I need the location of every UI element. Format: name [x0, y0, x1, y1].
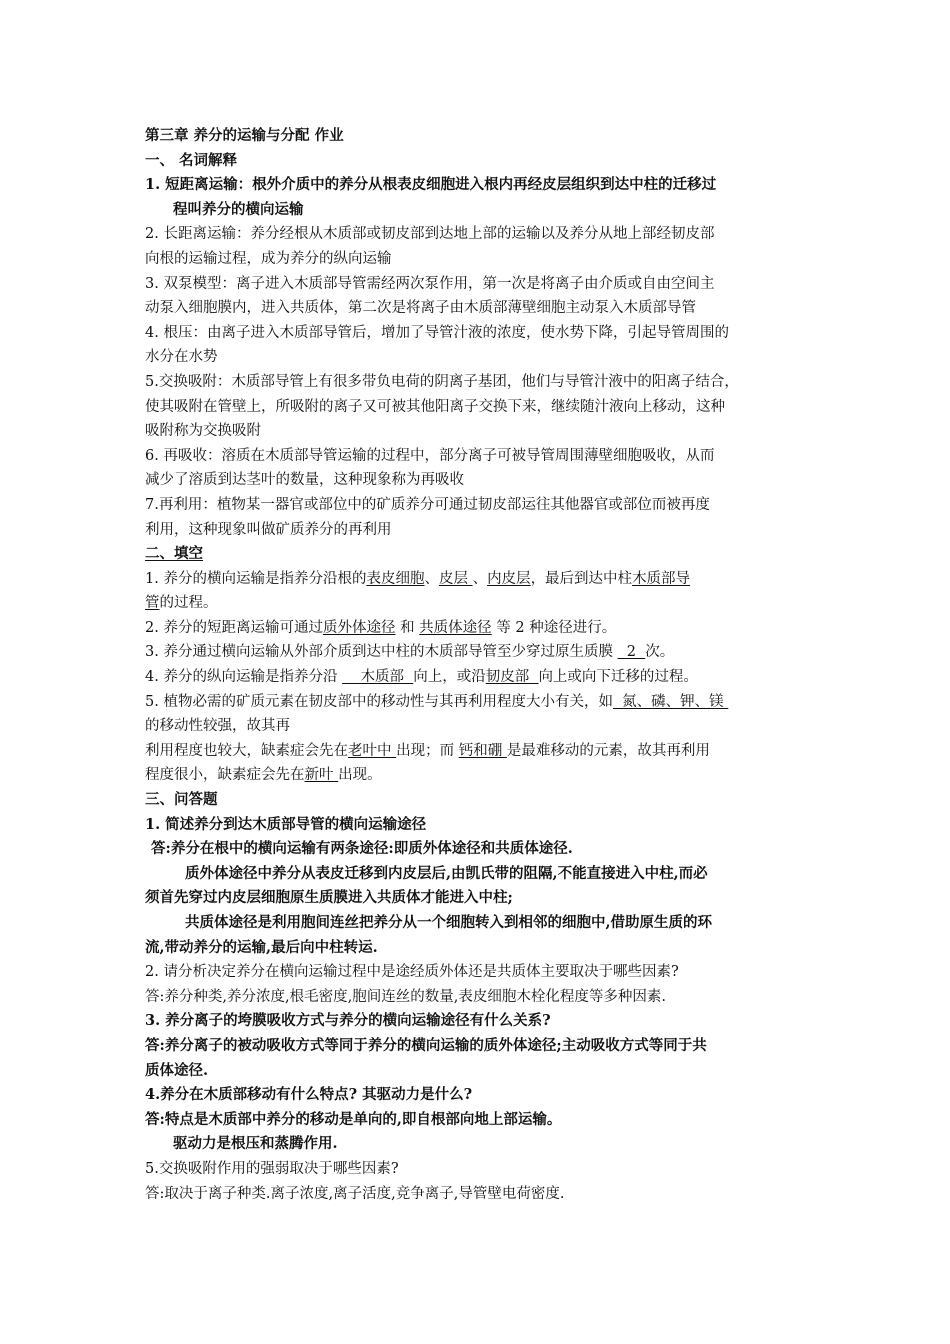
fill-q1-line2 — [145, 591, 815, 616]
qa-q3-answer-1: 答:养分离子的被动吸收方式等同于养分的横向运输的质外体途径;主动吸收方式等同于共 — [145, 1036, 707, 1054]
qa-q5-question: 5.交换吸附作用的强弱取决于哪些因素? — [145, 1160, 399, 1177]
qa-q5-answer: 答:取决于离子种类.离子浓度,离子活度,竞争离子,导管壁电荷密度. — [145, 1185, 565, 1202]
fill-q1-blank-3: 内皮层 — [487, 570, 531, 587]
term-4-line2: 水分在水势 — [145, 349, 218, 366]
qa-q1-answer-5: 流,带动养分的运输,最后向中柱转运. — [145, 938, 378, 956]
fill-q4-line — [145, 665, 815, 690]
term-1-line2: 程叫养分的横向运输 — [173, 200, 304, 218]
fill-q3-text-b: 次。 — [645, 644, 675, 661]
qa-q2-answer: 答:养分种类,养分浓度,根毛密度,胞间连丝的数量,表皮细胞木栓化程度等多种因素. — [145, 988, 666, 1005]
term-3-line2: 动泵入细胞膜内，进入共质体，第二次是将离子由木质部薄壁细胞主动泵入木质部导管 — [145, 300, 696, 317]
fill-q5-text-l4b: 出现。 — [338, 767, 382, 784]
section-heading-fill: 二、填空 — [145, 545, 203, 563]
qa-q1-answer-1: 答:养分在根中的横向运输有两条途径:即质外体途径和共质体途径. — [151, 840, 573, 858]
fill-q2-text-c: 等 2 种途径进行。 — [496, 619, 617, 636]
qa-q1-answer-3: 须首先穿过内皮层细胞原生质膜进入共质体才能进入中柱; — [145, 889, 513, 907]
fill-q1-text-a: 1. 养分的横向运输是指养分沿根的 — [145, 570, 367, 587]
fill-q5-text-l4a: 程度很小，缺素症会先在 — [145, 767, 305, 784]
qa-q4-answer-1: 答:特点是木质部中养分的移动是单向的,即自根部向地上部运输。 — [145, 1110, 562, 1128]
fill-q5-line3 — [145, 739, 815, 764]
qa-q3-question: 3. 养分离子的垮膜吸收方式与养分的横向运输途径有什么关系? — [145, 1012, 551, 1030]
term-2-line2: 向根的运输过程，成为养分的纵向运输 — [145, 250, 392, 267]
qa-q1-answer-2: 质外体途径中养分从表皮迁移到内皮层后,由凯氏带的阻隔,不能直接进入中柱,而必 — [185, 864, 708, 882]
qa-q1-answer-4: 共质体途径是利用胞间连丝把养分从一个细胞转入到相邻的细胞中,借助原生质的环 — [185, 914, 713, 931]
fill-q5-line2: 的移动性较强，故其再 — [145, 718, 290, 735]
fill-q5-line1 — [145, 690, 815, 715]
fill-q1-line1 — [145, 567, 815, 592]
fill-q5-text-l3c: 是最难移动的元素，故其再利用 — [506, 742, 710, 759]
fill-q4-text-a: 4. 养分的纵向运输是指养分沿 — [145, 669, 343, 686]
qa-q1-question: 1. 简述养分到达木质部导管的横向运输途径 — [145, 815, 427, 833]
fill-q2-blank-2: 共质体途径 — [419, 619, 492, 636]
qa-q2-question: 2. 请分析决定养分在横向运输过程中是途经质外体还是共质体主要取决于哪些因素? — [145, 964, 679, 981]
term-1-line1: 1. 短距离运输：根外介质中的养分从根表皮细胞进入根内再经皮层组织到达中柱的迁移过 — [145, 176, 717, 194]
fill-q5-text-a: 5. 植物必需的矿质元素在韧皮部中的移动性与其再利用程度大小有关，如 — [145, 693, 613, 710]
term-7-line2: 利用，这种现象叫做矿质养分的再利用 — [145, 521, 392, 538]
fill-q2-text-b: 和 — [400, 619, 420, 636]
fill-q1-sep-2: 、 — [472, 570, 488, 587]
fill-q5-blank-2: 老叶中 — [348, 742, 397, 759]
fill-q3-blank-1: 2 — [617, 644, 646, 661]
fill-q5-blank-1: 氮、磷、钾、镁 — [612, 693, 729, 710]
term-5-line3: 吸附称为交换吸附 — [145, 423, 261, 440]
term-5-line1: 5.交换吸附：木质部导管上有很多带负电荷的阴离子基团，他们与导管汁液中的阳离子结合， — [145, 373, 739, 390]
doc-title: 第三章 养分的运输与分配 作业 — [145, 127, 344, 144]
fill-q5-text-l3a: 利用程度也较大，缺素症会先在 — [145, 742, 348, 759]
term-6-line2: 减少了溶质到达茎叶的数量，这种现象称为再吸收 — [145, 472, 464, 489]
fill-q1-sep-1: 、 — [424, 570, 439, 587]
fill-q5-blank-3: 钙和硼 — [458, 742, 507, 759]
section-heading-terms: 一、 名词解释 — [145, 151, 238, 169]
fill-q5-text-l3b: 出现；而 — [396, 742, 459, 759]
fill-q4-blank-2: 韧皮部 — [485, 669, 539, 686]
section-heading-qa: 三、问答题 — [145, 791, 218, 809]
term-7-line1: 7.再利用：植物某一器官或部位中的矿质养分可通过韧皮部运往其他器官或部位而被再度 — [145, 496, 710, 513]
term-5-line2: 使其吸附在管壁上，所吸附的离子又可被其他阳离子交换下来，继续随汁液向上移动，这种 — [145, 398, 725, 415]
fill-q3-line — [145, 640, 815, 665]
fill-q1-text-d: ，最后到达中柱 — [530, 570, 633, 587]
fill-q4-text-b: 向上，或沿 — [413, 669, 486, 686]
fill-q2-blank-1: 质外体途径 — [322, 619, 396, 636]
fill-q4-blank-1: 木质部 — [342, 669, 414, 686]
qa-q4-question: 4.养分在木质部移动有什么特点? 其驱动力是什么? — [145, 1086, 473, 1104]
fill-q1-blank-4: 木质部导 — [632, 570, 691, 587]
fill-q1-text-e: 的过程。 — [159, 595, 218, 612]
fill-q1-blank-1: 表皮细胞 — [366, 570, 425, 587]
fill-q2-line — [145, 616, 815, 641]
fill-q1-blank-2: 皮层 — [438, 570, 473, 587]
term-2-line1: 2. 长距离运输：养分经根从木质部或韧皮部到达地上部的运输以及养分从地上部经韧皮部 — [145, 226, 715, 243]
term-6-line1: 6. 再吸收：溶质在木质部导管运输的过程中，部分离子可被导管周围薄壁细胞吸收，从而 — [145, 447, 715, 464]
fill-q4-text-c: 向上或向下迁移的过程。 — [538, 669, 698, 686]
qa-q3-answer-2: 质体途径. — [145, 1061, 209, 1079]
term-4-line1: 4. 根压：由离子进入木质部导管后，增加了导管汁液的浓度，使水势下降，引起导管周围的 — [145, 324, 729, 341]
fill-q3-text-a: 3. 养分通过横向运输从外部介质到达中柱的木质部导管至少穿过原生质膜 — [145, 644, 618, 661]
document-page — [145, 124, 815, 1206]
fill-q2-text-a: 2. 养分的短距离运输可通过 — [145, 619, 323, 636]
qa-q4-answer-2: 驱动力是根压和蒸腾作用. — [173, 1135, 338, 1153]
fill-q5-line4 — [145, 763, 815, 788]
term-3-line1: 3. 双泵模型：离子进入木质部导管需经两次泵作用，第一次是将离子由介质或自由空间主 — [145, 275, 715, 292]
fill-q5-blank-4: 新叶 — [304, 767, 339, 784]
fill-q1-blank-4-cont: 管 — [145, 595, 160, 612]
